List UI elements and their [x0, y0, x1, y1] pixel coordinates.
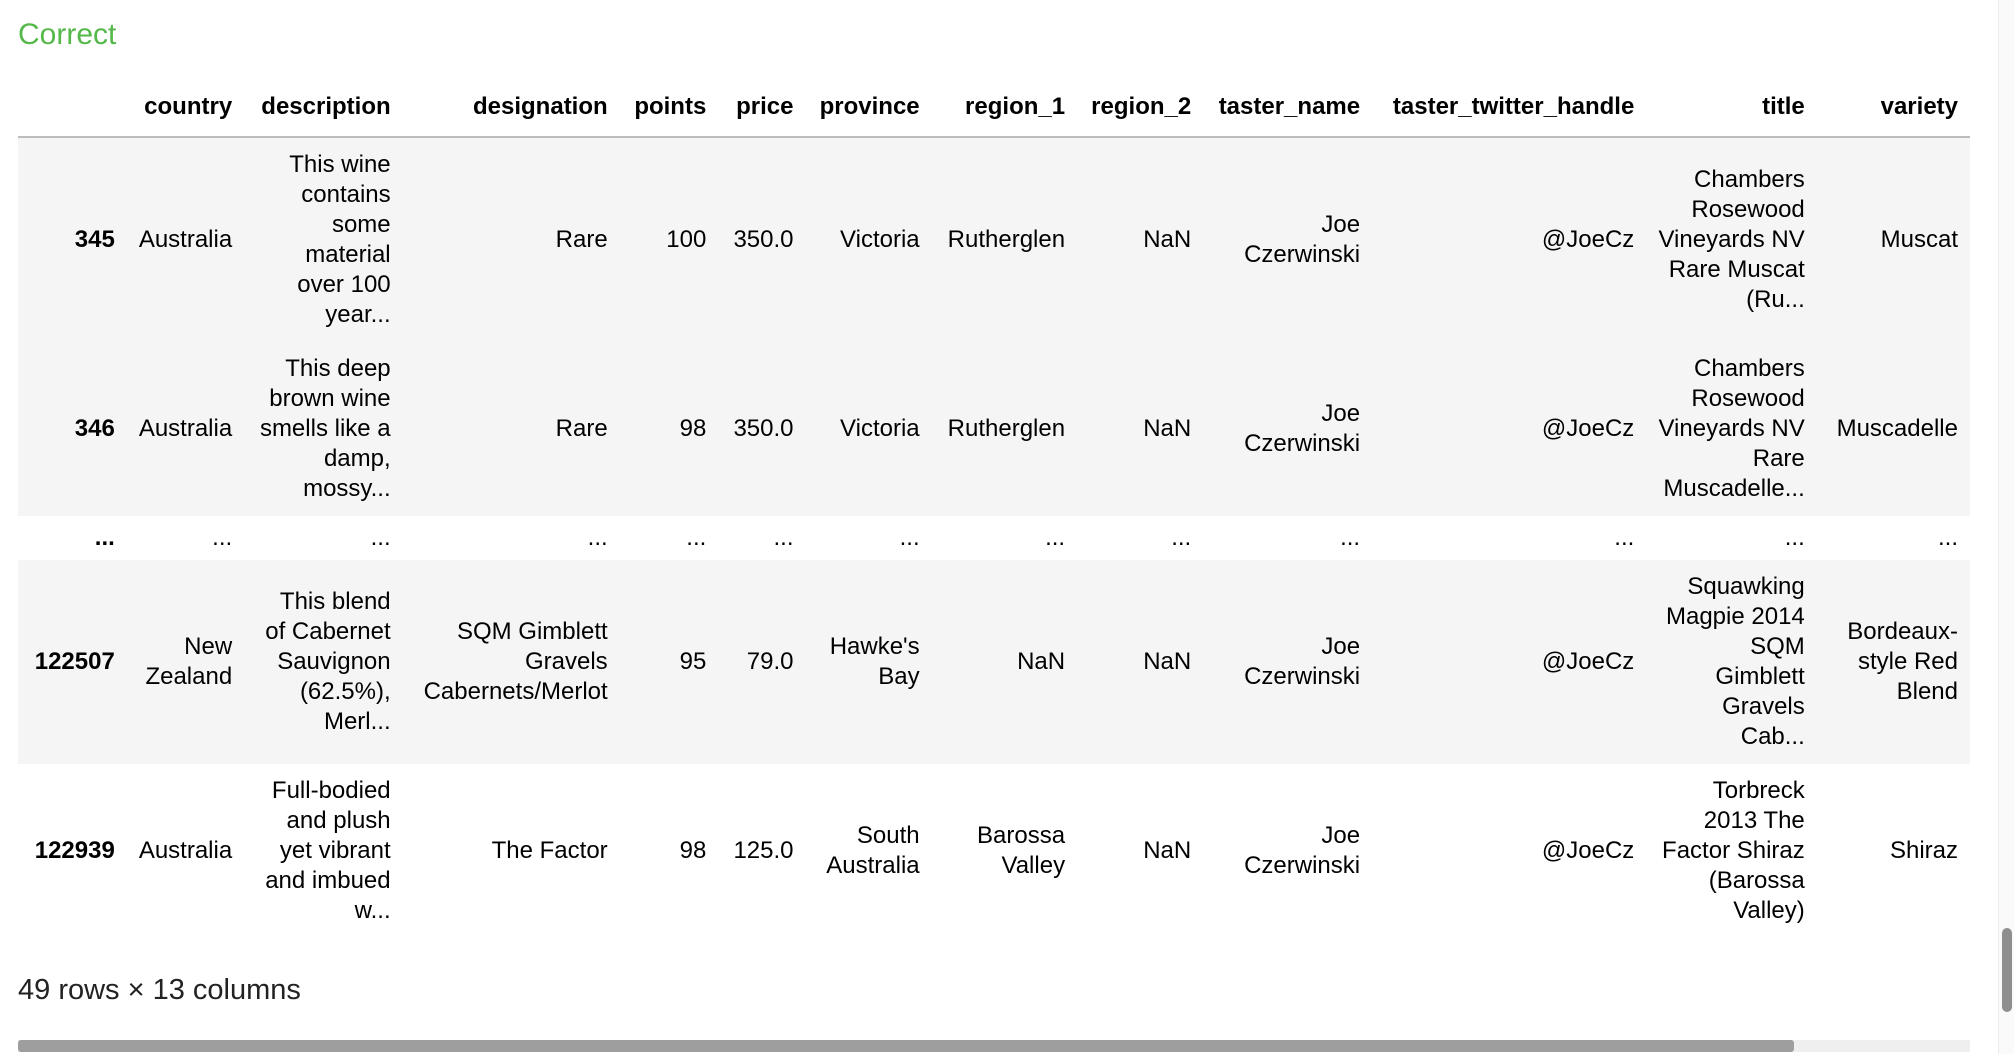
cell-taster-twitter-handle: @JoeCz: [1541, 648, 1635, 675]
horizontal-scrollbar[interactable]: [18, 1040, 1970, 1052]
cell-price: 79.0: [746, 648, 794, 675]
cell-taster-twitter-handle: @JoeCz: [1541, 226, 1635, 253]
cell-designation: The Factor: [491, 837, 608, 864]
cell-taster-name: Joe Czerwinski: [1244, 400, 1361, 457]
cell-country: New Zealand: [145, 633, 233, 690]
cell-country: Australia: [138, 837, 233, 864]
cell-price: 350.0: [733, 415, 794, 442]
cell-title: Chambers Rosewood Vineyards NV Rare Muscadelle...: [1658, 355, 1805, 502]
column-header-price: price: [718, 78, 805, 137]
column-header-region-1: region_1: [932, 78, 1077, 137]
cell-country: ...: [212, 524, 233, 551]
cell-taster-twitter-handle: @JoeCz: [1541, 837, 1635, 864]
column-header-province: province: [806, 78, 932, 137]
row-index: ...: [94, 524, 115, 551]
table-row: [18, 560, 1970, 764]
cell-region-1: Barossa Valley: [977, 822, 1066, 879]
cell-region-1: Rutherglen: [947, 226, 1066, 253]
row-index: 122939: [34, 837, 115, 864]
column-header-description: description: [244, 78, 402, 137]
cell-region-2: NaN: [1143, 648, 1192, 675]
cell-price: 350.0: [733, 226, 794, 253]
cell-title: Squawking Magpie 2014 SQM Gimblett Gravels Cab...: [1665, 573, 1805, 750]
table-row: [18, 137, 1970, 342]
column-header-designation: designation: [403, 78, 620, 137]
cell-description: This blend of Cabernet Sauvignon (62.5%), Merl...: [265, 588, 391, 735]
vertical-scrollbar[interactable]: [1998, 0, 2014, 1054]
row-index: 346: [74, 415, 115, 442]
cell-designation: ...: [587, 524, 608, 551]
row-index: 345: [74, 226, 115, 253]
column-header-region-2: region_2: [1077, 78, 1203, 137]
cell-taster-name: Joe Czerwinski: [1244, 211, 1361, 268]
cell-points: 95: [679, 648, 707, 675]
column-header-taster-twitter-handle: taster_twitter_handle: [1372, 78, 1646, 137]
cell-province: ...: [899, 524, 920, 551]
cell-points: 98: [679, 415, 707, 442]
column-header-variety: variety: [1817, 78, 1970, 137]
cell-variety: ...: [1937, 524, 1958, 551]
cell-variety: Bordeaux-style Red Blend: [1847, 618, 1958, 705]
dataframe-viewport[interactable]: [18, 78, 1970, 948]
cell-province: South Australia: [826, 822, 920, 879]
cell-region-1: ...: [1045, 524, 1066, 551]
cell-region-2: ...: [1171, 524, 1192, 551]
row-index: 122507: [34, 648, 115, 675]
cell-region-2: NaN: [1143, 837, 1192, 864]
status-message: Correct: [18, 18, 117, 51]
table-row: [18, 342, 1970, 516]
cell-title: ...: [1784, 524, 1805, 551]
cell-taster-twitter-handle: @JoeCz: [1541, 415, 1635, 442]
header-row: [18, 78, 1970, 137]
column-header-taster-name: taster_name: [1203, 78, 1372, 137]
cell-points: ...: [686, 524, 707, 551]
cell-designation: Rare: [555, 415, 608, 442]
cell-price: ...: [773, 524, 794, 551]
column-header-points: points: [620, 78, 719, 137]
cell-country: Australia: [138, 226, 233, 253]
table-row: [18, 764, 1970, 938]
cell-province: Victoria: [840, 226, 920, 253]
cell-taster-twitter-handle: ...: [1614, 524, 1635, 551]
cell-province: Victoria: [840, 415, 920, 442]
cell-variety: Muscat: [1880, 226, 1958, 253]
cell-description: This deep brown wine smells like a damp, mossy...: [259, 355, 391, 502]
table-shape-summary: 49 rows × 13 columns: [18, 974, 301, 1006]
cell-taster-name: Joe Czerwinski: [1244, 822, 1361, 879]
cell-designation: SQM Gimblett Gravels Cabernets/Merlot: [423, 618, 608, 705]
cell-title: Torbreck 2013 The Factor Shiraz (Barossa Valley): [1662, 777, 1805, 924]
dataframe-table: [18, 78, 1970, 938]
cell-title: Chambers Rosewood Vineyards NV Rare Muscat (Ru...: [1658, 166, 1805, 313]
column-header-country: country: [127, 78, 244, 137]
cell-points: 98: [679, 837, 707, 864]
cell-description: This wine contains some material over 100 year...: [289, 151, 391, 328]
cell-variety: Muscadelle: [1836, 415, 1958, 442]
cell-description: Full-bodied and plush yet vibrant and imbued w...: [265, 777, 391, 924]
cell-province: Hawke's Bay: [829, 633, 920, 690]
horizontal-scrollbar-thumb[interactable]: [18, 1040, 1794, 1052]
cell-taster-name: ...: [1340, 524, 1361, 551]
ellipsis-row: [18, 516, 1970, 560]
cell-region-2: NaN: [1143, 415, 1192, 442]
cell-region-1: NaN: [1017, 648, 1066, 675]
cell-region-1: Rutherglen: [947, 415, 1066, 442]
column-header-index: [18, 78, 127, 137]
cell-taster-name: Joe Czerwinski: [1244, 633, 1361, 690]
cell-country: Australia: [138, 415, 233, 442]
cell-variety: Shiraz: [1889, 837, 1958, 864]
cell-description: ...: [370, 524, 391, 551]
cell-points: 100: [666, 226, 707, 253]
cell-designation: Rare: [555, 226, 608, 253]
column-header-title: title: [1646, 78, 1816, 137]
cell-region-2: NaN: [1143, 226, 1192, 253]
cell-price: 125.0: [733, 837, 794, 864]
vertical-scrollbar-thumb[interactable]: [2002, 928, 2012, 1012]
